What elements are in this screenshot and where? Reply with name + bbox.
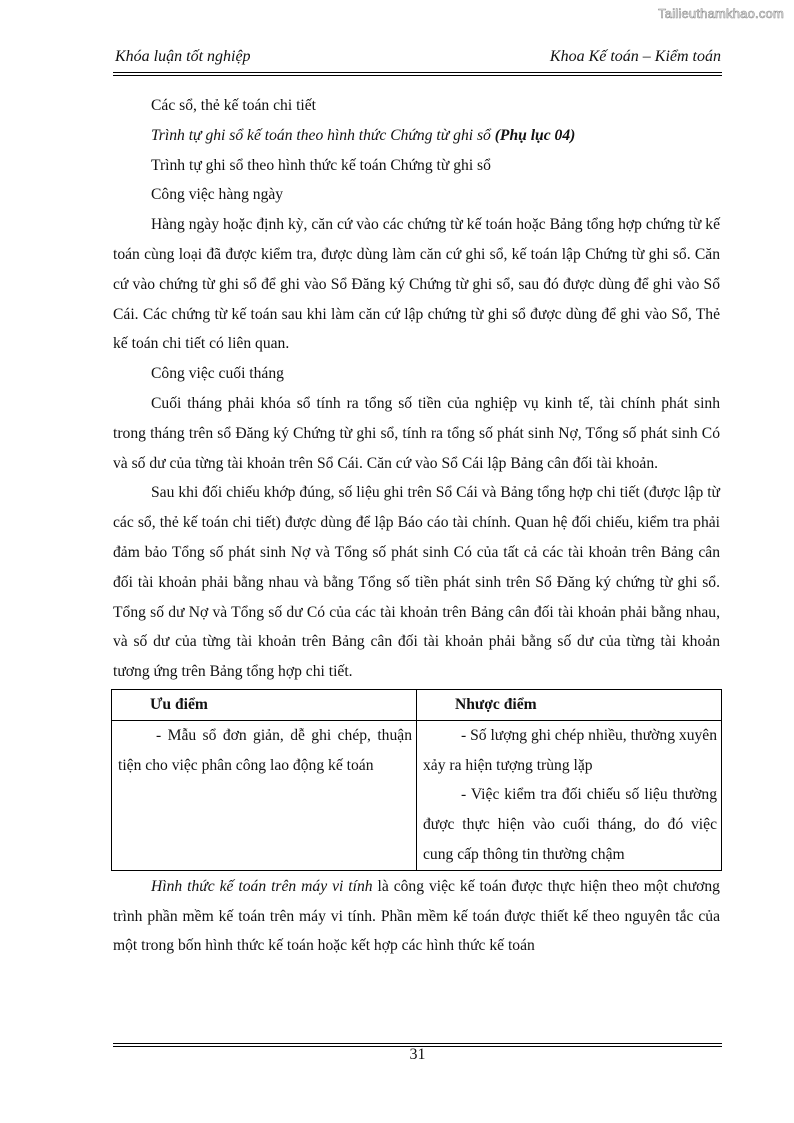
cons-item: - Việc kiểm tra đối chiếu số liệu thường được thực hiện vào cuối tháng, do đó việc cung cấp thông tin thường chậm [423, 786, 717, 863]
paragraph-daily-work-heading: Công việc hàng ngày [151, 186, 284, 204]
paragraph-detail-books: Các sổ, thẻ kế toán chi tiết [151, 97, 316, 114]
paragraph-computer-accounting [113, 872, 720, 961]
appendix-reference: (Phụ lục 04) [494, 126, 576, 144]
header-left: Khóa luận tốt nghiệp [115, 48, 251, 65]
paragraph-month-end: Cuối tháng phải khóa sổ tính ra tổng số tiền của nghiệp vụ kinh tế, tài chính phát sinh trong tháng trên sổ Đăng ký Chứng từ ghi sổ, tính ra tổng số phát sinh Nợ, Tổng số phát sinh Có và số dư của từng tài khoản trên Sổ Cái. Căn cứ vào Sổ Cái lập Bảng cân đối tài khoản. [113, 394, 720, 472]
footer-rule [113, 1043, 722, 1044]
paragraph-procedure-heading [113, 121, 720, 151]
pros-item: - Mẫu sổ đơn giản, dễ ghi chép, thuận tiện cho việc phân công lao động kế toán [118, 726, 412, 774]
paragraph-month-end-heading: Công việc cuối tháng [151, 365, 284, 383]
table-header-row [112, 689, 722, 720]
header-rule [113, 72, 722, 73]
computer-accounting-text: là công việc kế toán được thực hiện theo một chương trình phần mềm kế toán trên máy vi tính. Phần mềm kế toán được thiết kế theo nguyên tắc của một trong bốn hình thức kế toán hoặc kết hợp các hình thức kế toán [113, 877, 720, 955]
cons-cell [417, 720, 722, 870]
pros-cons-table [111, 689, 722, 871]
paragraph-daily-work: Hàng ngày hoặc định kỳ, căn cứ vào các chứng từ kế toán hoặc Bảng tổng hợp chứng từ kế toán cùng loại đã được kiểm tra, được dùng làm căn cứ ghi sổ, kế toán lập Chứng từ ghi sổ. Căn cứ vào chứng từ ghi sổ để ghi vào Sổ Đăng ký Chứng từ ghi sổ, sau đó được dùng để ghi vào Sổ Cái. Các chứng từ kế toán sau khi làm căn cứ lập chứng từ ghi sổ được dùng để ghi vào Sổ, Thẻ kế toán chi tiết có liên quan. [113, 216, 720, 353]
header-rule-thin [113, 75, 722, 76]
cons-item: - Số lượng ghi chép nhiều, thường xuyên xảy ra hiện tượng trùng lặp [423, 726, 718, 774]
page-body [113, 91, 720, 961]
paragraph-procedure: Trình tự ghi sổ theo hình thức kế toán Chứng từ ghi sổ [151, 156, 491, 174]
pros-cell [112, 720, 417, 870]
paragraph-reconciliation: Sau khi đối chiếu khớp đúng, số liệu ghi trên Sổ Cái và Bảng tổng hợp chi tiết (được lập từ các sổ, thẻ kế toán chi tiết) được dùng để lập Báo cáo tài chính. Quan hệ đối chiếu, kiểm tra phải đảm bảo Tổng số phát sinh Nợ và Tổng số phát sinh Có của tất cả các tài khoản trên Bảng cân đối tài khoản phải bằng nhau và bằng Tổng số tiền phát sinh trên Sổ Đăng ký chứng từ ghi sổ. Tổng số dư Nợ và Tổng số dư Có của các tài khoản trên Bảng cân đối tài khoản phải bằng nhau, và số dư của từng tài khoản trên Bảng cân đối tài khoản phải bằng số dư của từng tài khoản tương ứng trên Bảng tổng hợp chi tiết. [113, 484, 720, 681]
watermark-text: Tailieuthamkhao.com [658, 6, 784, 21]
header-right: Khoa Kế toán – Kiểm toán [549, 48, 721, 65]
page-number: 31 [409, 1046, 426, 1063]
pros-header: Ưu điểm [112, 689, 417, 720]
procedure-heading-italic: Trình tự ghi sổ kế toán theo hình thức Chứng từ ghi sổ [151, 126, 495, 144]
computer-accounting-term: Hình thức kế toán trên máy vi tính [151, 877, 373, 895]
table-row [112, 720, 722, 870]
cons-header: Nhược điểm [417, 689, 722, 720]
